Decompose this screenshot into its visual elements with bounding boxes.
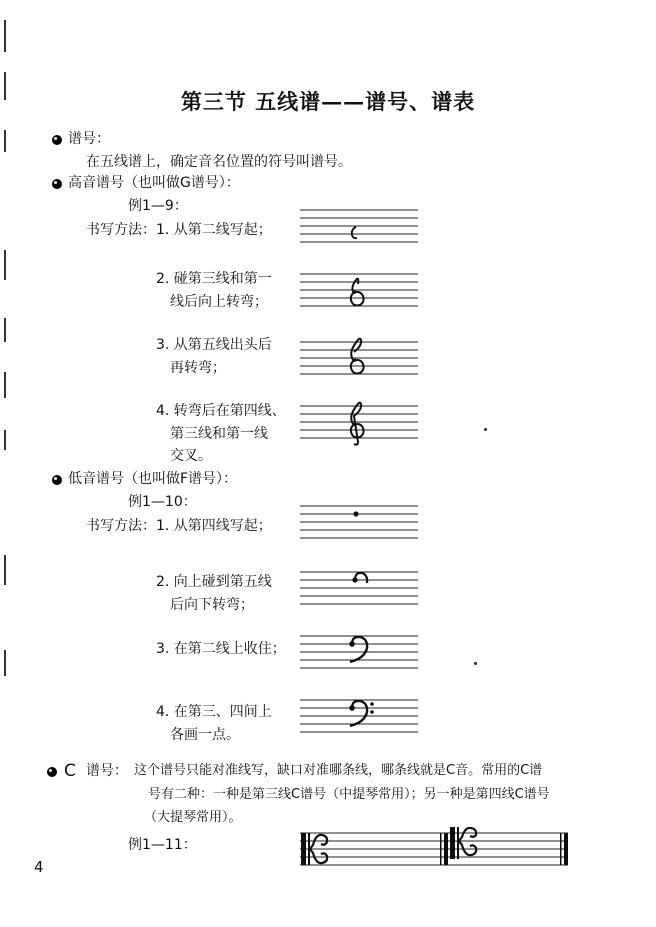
c-clef-example: 例1—11： (128, 837, 197, 853)
bass-staff-step-4 (300, 698, 420, 738)
bass-example: 例1—10： (128, 494, 197, 510)
c-clef-label: 谱号： (86, 763, 128, 779)
treble-step-2-cont: 线后向上转弯； (170, 294, 268, 310)
margin-mark (4, 430, 6, 450)
margin-mark (4, 318, 6, 342)
treble-staff-step-4 (300, 398, 420, 446)
page-number: 4 (34, 858, 44, 876)
treble-staff-step-2 (300, 272, 420, 312)
bullet-icon (52, 475, 62, 485)
speck (484, 428, 487, 431)
clef-definition: 在五线谱上，确定音名位置的符号叫谱号。 (86, 154, 352, 170)
bass-staff-step-1 (300, 504, 420, 544)
bullet-icon (52, 179, 62, 189)
c-clef-letter: C (64, 761, 76, 781)
speck (474, 662, 477, 665)
c-clef-line-2: 号有二种：一种是第三线C谱号（中提琴常用）；另一种是第四线C谱号 (148, 787, 550, 802)
page-title: 第三节 五线谱——谱号、谱表 (180, 89, 476, 114)
treble-step-4-cont2: 交叉。 (170, 448, 212, 464)
treble-step-3: 3. 从第五线出头后 (156, 337, 272, 353)
bass-step-1: 1. 从第四线写起； (156, 518, 272, 534)
margin-mark (4, 372, 6, 398)
margin-mark (4, 650, 6, 676)
treble-step-1: 1. 从第二线写起； (156, 222, 272, 238)
treble-method-label: 书写方法： (86, 222, 156, 238)
treble-step-3-cont: 再转弯； (170, 360, 226, 376)
bass-heading: 低音谱号（也叫做F谱号）： (68, 471, 238, 487)
treble-heading: 高音谱号（也叫做G谱号）： (68, 175, 240, 191)
bass-step-2: 2. 向上碰到第五线 (156, 574, 272, 590)
bass-step-3: 3. 在第二线上收住； (156, 641, 286, 657)
tenor-c-clef-icon (450, 827, 476, 859)
c-clef-line-1: 这个谱号只能对准线写，缺口对准哪条线，哪条线就是C音。常用的C谱 (134, 763, 543, 778)
treble-staff-step-1 (300, 208, 420, 248)
bass-step-4-cont: 各画一点。 (170, 727, 240, 743)
margin-mark (4, 130, 6, 152)
margin-mark (4, 250, 6, 280)
bass-method-label: 书写方法： (86, 518, 156, 534)
treble-staff-step-3 (300, 336, 420, 378)
bass-staff-step-3 (300, 634, 420, 674)
treble-step-2: 2. 碰第三线和第一 (156, 271, 272, 287)
treble-example: 例1—9： (128, 198, 188, 214)
bass-step-2-cont: 后向下转弯； (170, 597, 254, 613)
treble-step-4-cont: 第三线和第一线 (170, 426, 268, 442)
clef-heading: 谱号： (68, 131, 110, 147)
treble-step-4: 4. 转弯后在第四线、 (156, 403, 286, 419)
c-clef-line-3: （大提琴常用）。 (144, 810, 242, 825)
bullet-icon (52, 135, 62, 145)
bass-staff-step-2 (300, 570, 420, 610)
margin-mark (4, 555, 6, 585)
margin-mark (4, 20, 6, 52)
bass-step-4: 4. 在第三、四间上 (156, 704, 272, 720)
bullet-icon (47, 767, 57, 777)
c-clef-staff (298, 827, 573, 871)
